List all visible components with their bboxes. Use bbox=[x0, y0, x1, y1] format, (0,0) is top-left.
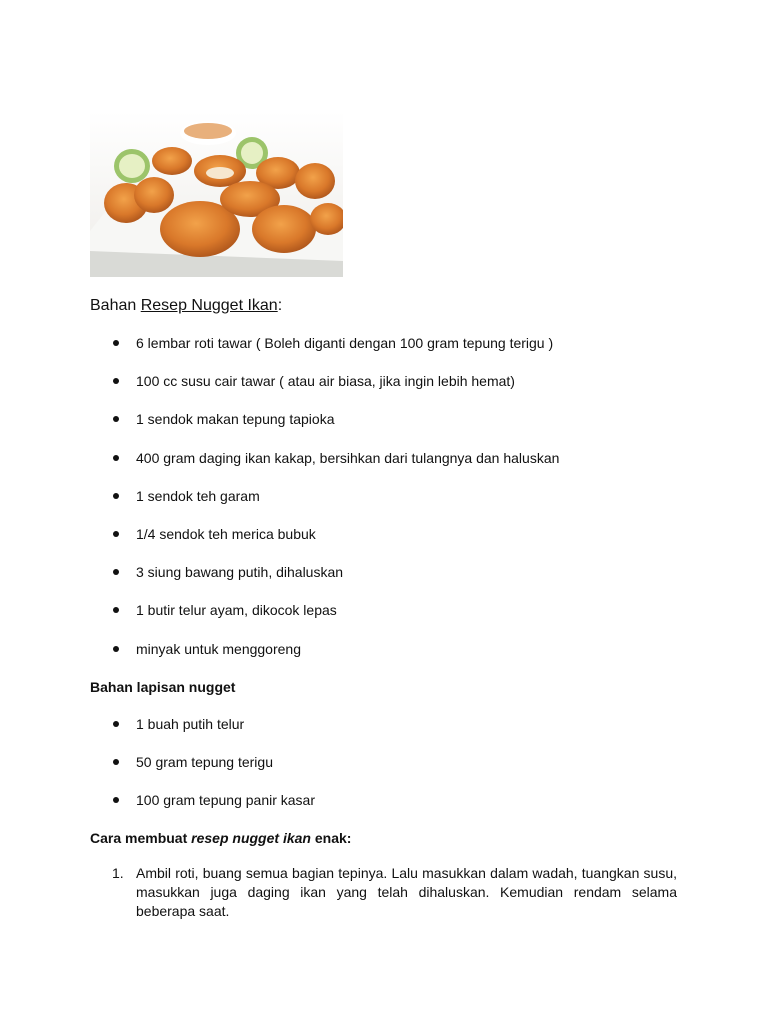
ingredient-text: minyak untuk menggoreng bbox=[136, 640, 301, 657]
coating-text: 100 gram tepung panir kasar bbox=[136, 792, 315, 809]
step-text: Ambil roti, buang semua bagian tepinya. Lalu masukkan dalam wadah, tuangkan susu, masukkan juga daging ikan yang telah dihaluskan. Kemudian rendam selama beberapa saat. bbox=[136, 865, 677, 919]
coating-text: 50 gram tepung terigu bbox=[136, 754, 273, 771]
method-heading bbox=[90, 829, 351, 847]
ingredients-heading bbox=[90, 296, 282, 316]
coating-heading: Bahan lapisan nugget bbox=[90, 679, 236, 695]
ingredient-text: 1/4 sendok teh merica bubuk bbox=[136, 525, 316, 542]
bullet-icon bbox=[113, 721, 119, 727]
bullet-icon bbox=[113, 340, 119, 346]
list-item bbox=[0, 525, 650, 563]
method-heading-prefix: Cara membuat bbox=[90, 830, 192, 846]
list-item bbox=[0, 487, 650, 525]
heading-prefix: Bahan bbox=[90, 297, 141, 314]
bullet-icon bbox=[113, 797, 119, 803]
ingredient-text: 400 gram daging ikan kakap, bersihkan dari tulangnya dan haluskan bbox=[136, 449, 560, 466]
list-item bbox=[0, 410, 650, 448]
bullet-icon bbox=[113, 607, 119, 613]
list-item bbox=[0, 640, 650, 678]
ingredient-text: 100 cc susu cair tawar ( atau air biasa, jika ingin lebih hemat) bbox=[136, 373, 515, 390]
coating-text: 1 buah putih telur bbox=[136, 716, 245, 732]
coating-list bbox=[0, 715, 650, 830]
bullet-icon bbox=[113, 759, 119, 765]
ingredient-text: 1 sendok makan tepung tapioka bbox=[136, 411, 335, 428]
bullet-icon bbox=[113, 378, 119, 384]
recipe-link[interactable]: Resep Nugget Ikan bbox=[140, 297, 278, 314]
ingredient-text: 1 butir telur ayam, dikocok lepas bbox=[136, 602, 337, 619]
heading-suffix: : bbox=[277, 297, 283, 314]
list-item bbox=[0, 563, 650, 601]
method-heading-suffix: enak: bbox=[310, 830, 352, 846]
list-item bbox=[0, 372, 650, 410]
ingredients-list bbox=[0, 334, 650, 678]
ingredient-text: 6 lembar roti tawar ( Boleh diganti dengan 100 gram tepung terigu ) bbox=[136, 335, 554, 351]
list-item bbox=[0, 753, 650, 791]
bullet-icon bbox=[113, 531, 119, 537]
list-item bbox=[0, 715, 650, 753]
bullet-icon bbox=[113, 416, 119, 422]
ingredient-text: 1 sendok teh garam bbox=[136, 487, 260, 504]
bullet-icon bbox=[113, 493, 119, 499]
list-item bbox=[0, 601, 650, 639]
nugget-photo bbox=[90, 111, 343, 277]
list-item bbox=[0, 449, 650, 487]
step-number: 1. bbox=[112, 865, 124, 881]
list-item bbox=[0, 791, 650, 829]
nugget-illustration bbox=[90, 111, 343, 277]
list-item bbox=[0, 334, 650, 372]
bullet-icon bbox=[113, 646, 119, 652]
method-heading-italic: resep nugget ikan bbox=[191, 830, 311, 846]
bullet-icon bbox=[113, 455, 119, 461]
ingredient-text: 3 siung bawang putih, dihaluskan bbox=[136, 564, 344, 581]
bullet-icon bbox=[113, 569, 119, 575]
